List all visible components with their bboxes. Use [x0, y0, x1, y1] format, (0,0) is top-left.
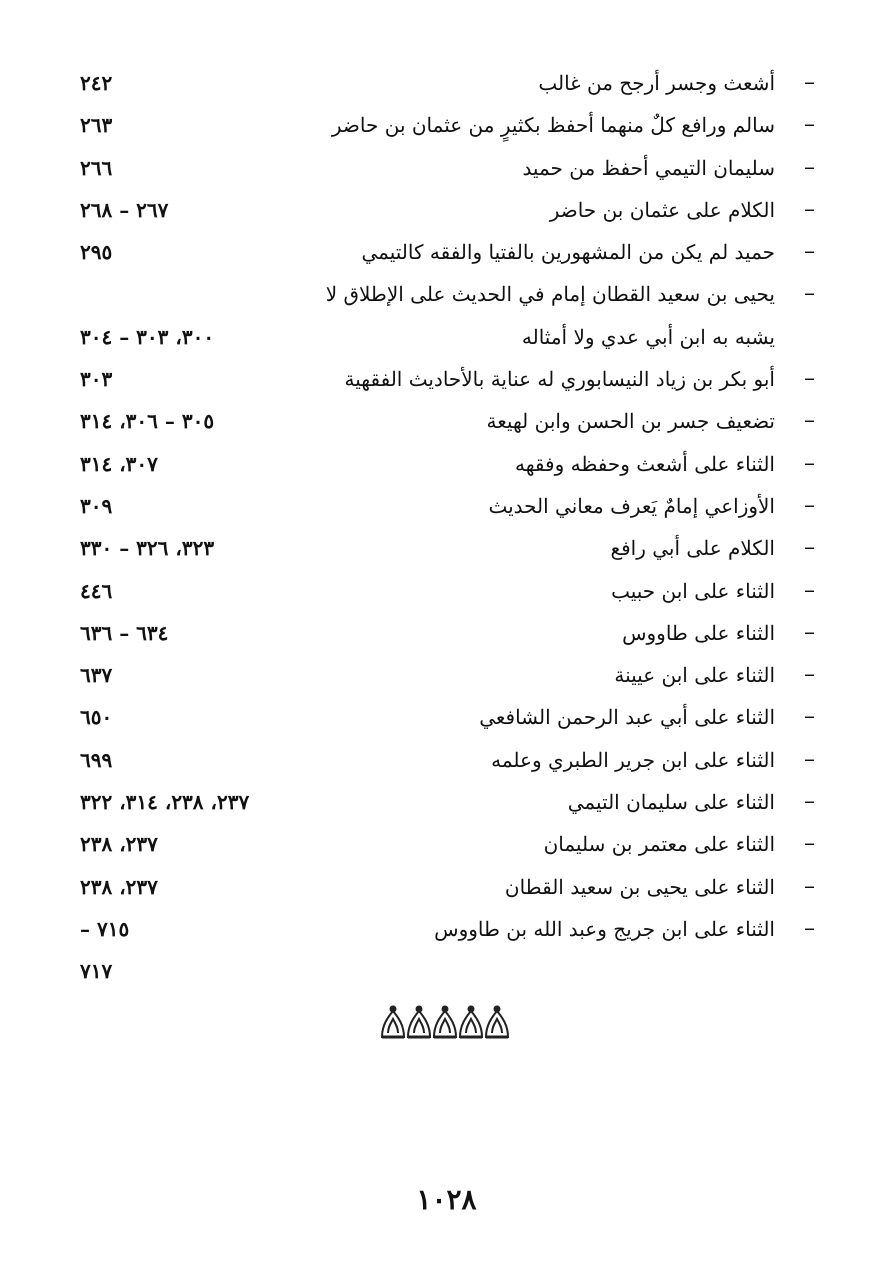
entry-dash: – — [804, 662, 815, 688]
entry-topic: الثناء على سليمان التيمي — [567, 790, 775, 815]
entry-topic: يحيى بن سعيد القطان إمام في الحديث على الإطلاق لا — [325, 282, 775, 307]
entry-topic: تضعيف جسر بن الحسن وابن لهيعة — [486, 409, 775, 434]
entry-topic: الثناء على ابن عيينة — [614, 663, 775, 688]
index-entry — [80, 866, 815, 908]
index-entry — [80, 400, 815, 442]
entry-pages: ٦٣٤ – ٦٣٦ — [80, 620, 169, 645]
entry-dash: – — [804, 789, 815, 815]
entry-pages: ٣٠٧، ٣١٤ — [80, 451, 158, 476]
index-entry — [80, 696, 815, 738]
entry-topic: الثناء على ابن جرير الطبري وعلمه — [491, 747, 775, 772]
entry-dash: – — [804, 112, 815, 138]
entry-topic: الثناء على معتمر بن سليمان — [543, 832, 775, 857]
index-entry — [80, 485, 815, 527]
entry-pages: ٢٣٧، ٢٣٨ — [80, 874, 158, 899]
entry-pages: ٦٩٩ — [80, 747, 113, 772]
entry-dash: – — [804, 154, 815, 180]
entry-topic: أبو بكر بن زياد النيسابوري له عناية بالأحاديث الفقهية — [344, 367, 775, 392]
entry-dash: – — [804, 704, 815, 730]
index-entry — [80, 231, 815, 273]
index-entry — [80, 316, 815, 358]
entry-topic: الكلام على أبي رافع — [610, 536, 775, 561]
entry-topic: الأوزاعي إمامٌ يَعرف معاني الحديث — [488, 493, 775, 518]
index-entry — [80, 781, 815, 823]
index-entry — [80, 358, 815, 400]
entry-dash: – — [804, 873, 815, 899]
entry-topic: سالم ورافع كلٌ منهما أحفظ بكثيرٍ من عثمان بن حاضر — [331, 113, 775, 138]
entry-topic: يشبه به ابن أبي عدي ولا أمثاله — [521, 324, 775, 349]
index-entry — [80, 908, 815, 950]
entry-pages: ٦٥٠ — [80, 705, 113, 730]
entry-dash: – — [804, 281, 815, 307]
entry-dash: – — [804, 915, 815, 941]
entry-topic: الكلام على عثمان بن حاضر — [549, 197, 775, 222]
entry-dash: – — [804, 492, 815, 518]
index-entry — [80, 104, 815, 146]
entry-dash: – — [804, 746, 815, 772]
entry-pages: ٦٣٧ — [80, 663, 113, 688]
entry-dash: – — [804, 196, 815, 222]
entry-dash: – — [804, 239, 815, 265]
entry-topic: الثناء على أبي عبد الرحمن الشافعي — [479, 705, 775, 730]
index-entry — [80, 739, 815, 781]
index-entry — [80, 612, 815, 654]
entry-pages: ٢٩٥ — [80, 240, 113, 265]
entry-dash: – — [804, 366, 815, 392]
entry-pages: ٣٠٠، ٣٠٣ – ٣٠٤ — [80, 324, 215, 349]
index-entry — [80, 654, 815, 696]
index-entry — [80, 443, 815, 485]
entry-pages: ٢٦٧ – ٢٦٨ — [80, 197, 169, 222]
entry-topic: الثناء على ابن حبيب — [611, 578, 775, 603]
floral-ornament-icon — [380, 1003, 510, 1041]
entry-pages: ٢٦٦ — [80, 155, 113, 180]
entry-pages: ٣٢٣، ٣٢٦ – ٣٣٠ — [80, 536, 215, 561]
index-entry — [80, 823, 815, 865]
entry-topic: أشعث وجسر أرجح من غالب — [538, 71, 775, 95]
index-entry — [80, 189, 815, 231]
entry-pages: ٢٦٣ — [80, 113, 113, 138]
entry-pages: ٣٠٣ — [80, 367, 113, 392]
index-entries — [80, 62, 815, 993]
entry-topic: الثناء على يحيى بن سعيد القطان — [504, 874, 775, 899]
entry-dash: – — [804, 535, 815, 561]
entry-pages: ٣٠٥ – ٣٠٦، ٣١٤ — [80, 409, 215, 434]
index-entry — [80, 147, 815, 189]
entry-dash: – — [804, 70, 815, 95]
index-entry — [80, 62, 815, 104]
entry-pages: ٢٣٧، ٢٣٨ — [80, 832, 158, 857]
index-entry — [80, 570, 815, 612]
entry-dash: – — [804, 408, 815, 434]
entry-topic: الثناء على طاووس — [622, 620, 775, 645]
entry-dash: – — [804, 450, 815, 476]
entry-pages: ٣٠٩ — [80, 493, 113, 518]
entry-topic: حميد لم يكن من المشهورين بالفتيا والفقه كالتيمي — [361, 240, 775, 265]
entry-topic: الثناء على ابن جريج وعبد الله بن طاووس — [434, 916, 775, 941]
entry-topic: الثناء على أشعث وحفظه وفقهه — [514, 451, 775, 476]
entry-pages: ٧١٥ – — [80, 916, 130, 941]
entry-pages: ٢٤٢ — [80, 71, 113, 95]
page-number: ١٠٢٨ — [416, 1183, 477, 1216]
index-entry — [80, 527, 815, 569]
entry-dash: – — [804, 831, 815, 857]
entry-topic: سليمان التيمي أحفظ من حميد — [522, 155, 775, 180]
index-entry — [80, 273, 815, 315]
entry-pages: ٤٤٦ — [80, 578, 113, 603]
entry-pages: ٧١٧ — [80, 959, 113, 984]
index-entry — [80, 950, 815, 992]
entry-dash: – — [804, 577, 815, 603]
entry-pages: ٢٣٧، ٢٣٨، ٣١٤، ٣٢٢ — [80, 790, 250, 815]
entry-dash: – — [804, 619, 815, 645]
